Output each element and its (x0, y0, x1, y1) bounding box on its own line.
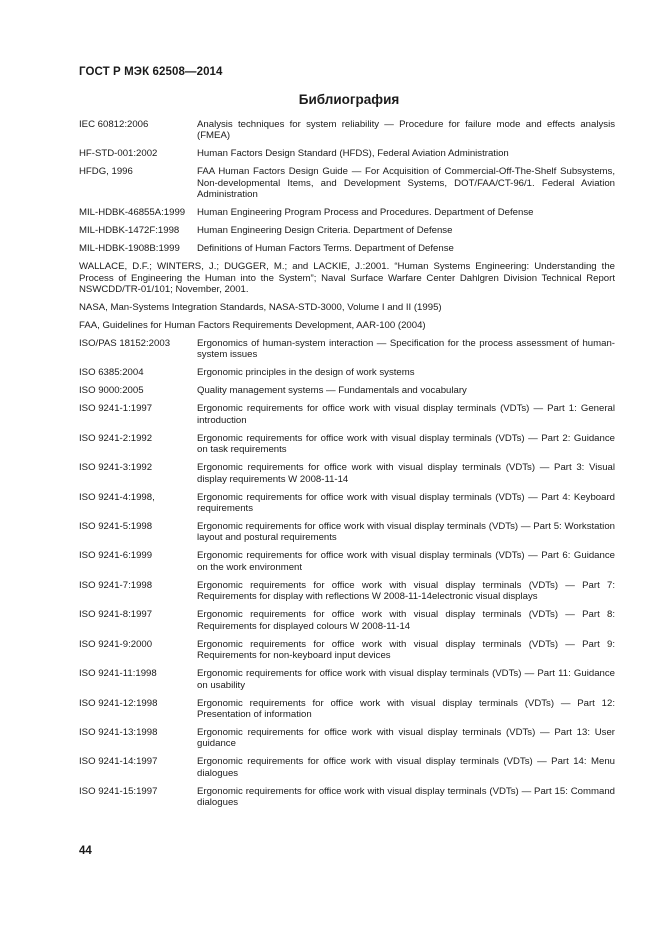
bib-entry (79, 166, 615, 200)
bib-code: HFDG, 1996 (79, 166, 133, 178)
bib-code: ISO/PAS 18152:2003 (79, 338, 171, 350)
bib-code: ISO 9241-5:1998 (79, 521, 153, 533)
bib-entry-full: NASA, Man-Systems Integration Standards, NASA-STD-3000, Volume I and II (1995) (79, 302, 442, 314)
bib-title: Ergonomic requirements for office work with visual display terminals (VDTs) — Part 5: Workstation layout and postural requirements (197, 521, 615, 544)
bib-entry (79, 786, 615, 809)
bib-code: ISO 9241-11:1998 (79, 668, 157, 680)
bib-code: HF-STD-001:2002 (79, 148, 158, 160)
bib-entry (79, 521, 615, 544)
bib-code: ISO 9241-9:2000 (79, 638, 153, 650)
bib-code: ISO 9241-12:1998 (79, 697, 158, 709)
bib-entry (79, 148, 615, 159)
bib-title: Ergonomic requirements for office work with visual display terminals (VDTs) — Part 8: Requirements for displayed colours W 2008-11-14 (197, 609, 615, 632)
bib-entry (79, 492, 615, 515)
bib-entry (79, 550, 615, 573)
bib-title: Ergonomic requirements for office work with visual display terminals (VDTs) — Part 9: Requirements for non-keyboard input devices (197, 638, 615, 662)
bib-entry (79, 207, 615, 218)
bib-entry (79, 462, 615, 485)
bib-code: ISO 9241-1:1997 (79, 403, 153, 415)
bib-code: MIL-HDBK-1472F:1998 (79, 225, 180, 237)
bib-code: ISO 9000:2005 (79, 385, 144, 397)
bib-title: Ergonomic requirements for office work with visual display terminals (VDTs) — Part 1: General introduction (197, 403, 615, 426)
bib-code: ISO 9241-8:1997 (79, 609, 153, 621)
bib-code: ISO 9241-4:1998, (79, 491, 155, 503)
bibliography-list (79, 119, 615, 815)
bib-entry (79, 338, 615, 361)
bib-title: Ergonomic requirements for office work with visual display terminals (VDTs) — Part 6: Guidance on the work environment (197, 550, 615, 573)
document-header: ГОСТ Р МЭК 62508—2014 (79, 66, 223, 78)
bib-entry-full: FAA, Guidelines for Human Factors Requirements Development, AAR-100 (2004) (79, 320, 426, 332)
bib-entry (79, 119, 615, 142)
bib-code: MIL-HDBK-46855A:1999 (79, 207, 186, 219)
bib-entry (79, 243, 615, 254)
bib-code: ISO 9241-14:1997 (79, 756, 158, 768)
bib-entry (79, 433, 615, 456)
bib-title: Ergonomic requirements for office work with visual display terminals (VDTs) — Part 4: Keyboard requirements (197, 491, 615, 515)
bib-title: Quality management systems — Fundamentals and vocabulary (197, 385, 467, 397)
bib-entry (79, 367, 615, 378)
bib-code: IEC 60812:2006 (79, 119, 149, 130)
bib-entry (79, 609, 615, 632)
bib-entry (79, 727, 615, 750)
bib-entry-full: WALLACE, D.F.; WINTERS, J.; DUGGER, M.; and LACKIE, J.:2001. “Human Systems Engineering: Understanding the Process of Engineering the Human into the System”; Naval Surface Warfare Center Dahlgren Division Technical Report NSWCDD/TR-01/101; November, 2001. (79, 261, 615, 296)
bib-title: Ergonomic principles in the design of work systems (197, 367, 415, 379)
bib-title: Human Factors Design Standard (HFDS), Federal Aviation Administration (197, 148, 509, 160)
bib-title: Ergonomic requirements for office work with visual display terminals (VDTs) — Part 15: Command dialogues (197, 785, 615, 809)
bib-title: Human Engineering Program Process and Procedures. Department of Defense (197, 207, 534, 219)
bib-title: FAA Human Factors Design Guide — For Acquisition of Commercial-Off-The-Shelf Subsystems, Non-developmental Items, and Development Systems, DOT/FAA/CT-96/1. Federal Aviation Administration (197, 166, 615, 201)
bib-code: ISO 9241-13:1998 (79, 726, 158, 738)
bib-title: Ergonomic requirements for office work with visual display terminals (VDTs) — Part 11: Guidance on usability (197, 668, 615, 691)
bib-entry (79, 668, 615, 691)
bib-title: Human Engineering Design Criteria. Department of Defense (197, 225, 453, 237)
bib-code: ISO 9241-2:1992 (79, 432, 153, 444)
bib-code: ISO 9241-3:1992 (79, 462, 153, 474)
bib-title: Ergonomic requirements for office work with visual display terminals (VDTs) — Part 3: Visual display requirements W 2008-11-14 (197, 462, 615, 485)
page-number: 44 (79, 845, 92, 857)
bib-title: Analysis techniques for system reliability — Procedure for failure mode and effects analysis (FMEA) (197, 119, 615, 142)
bib-title: Ergonomic requirements for office work with visual display terminals (VDTs) — Part 13: User guidance (197, 726, 615, 750)
bib-entry (79, 403, 615, 426)
bib-entry (79, 225, 615, 236)
bib-code: ISO 9241-6:1999 (79, 550, 153, 562)
bib-title: Ergonomic requirements for office work with visual display terminals (VDTs) — Part 7: Requirements for display with reflections W 2008-11-14electronic visual displays (197, 579, 615, 603)
bib-entry (79, 698, 615, 721)
bib-code: ISO 9241-7:1998 (79, 579, 153, 591)
bib-code: MIL-HDBK-1908B:1999 (79, 243, 180, 255)
bib-title: Ergonomic requirements for office work with visual display terminals (VDTs) — Part 14: Menu dialogues (197, 756, 615, 779)
bib-title: Ergonomic requirements for office work with visual display terminals (VDTs) — Part 2: Guidance on task requirements (197, 432, 615, 456)
bib-code: ISO 6385:2004 (79, 367, 144, 379)
bib-entry (79, 756, 615, 779)
bib-title: Ergonomics of human-system interaction — Specification for the process assessment of human-system issues (197, 338, 615, 361)
bib-title: Ergonomic requirements for office work with visual display terminals (VDTs) — Part 12: Presentation of information (197, 697, 615, 720)
bib-entry (79, 385, 615, 396)
section-title: Библиография (298, 92, 400, 107)
bib-title: Definitions of Human Factors Terms. Department of Defense (197, 243, 454, 255)
bib-entry (79, 580, 615, 603)
bib-code: ISO 9241-15:1997 (79, 785, 158, 797)
bib-entry (79, 639, 615, 662)
